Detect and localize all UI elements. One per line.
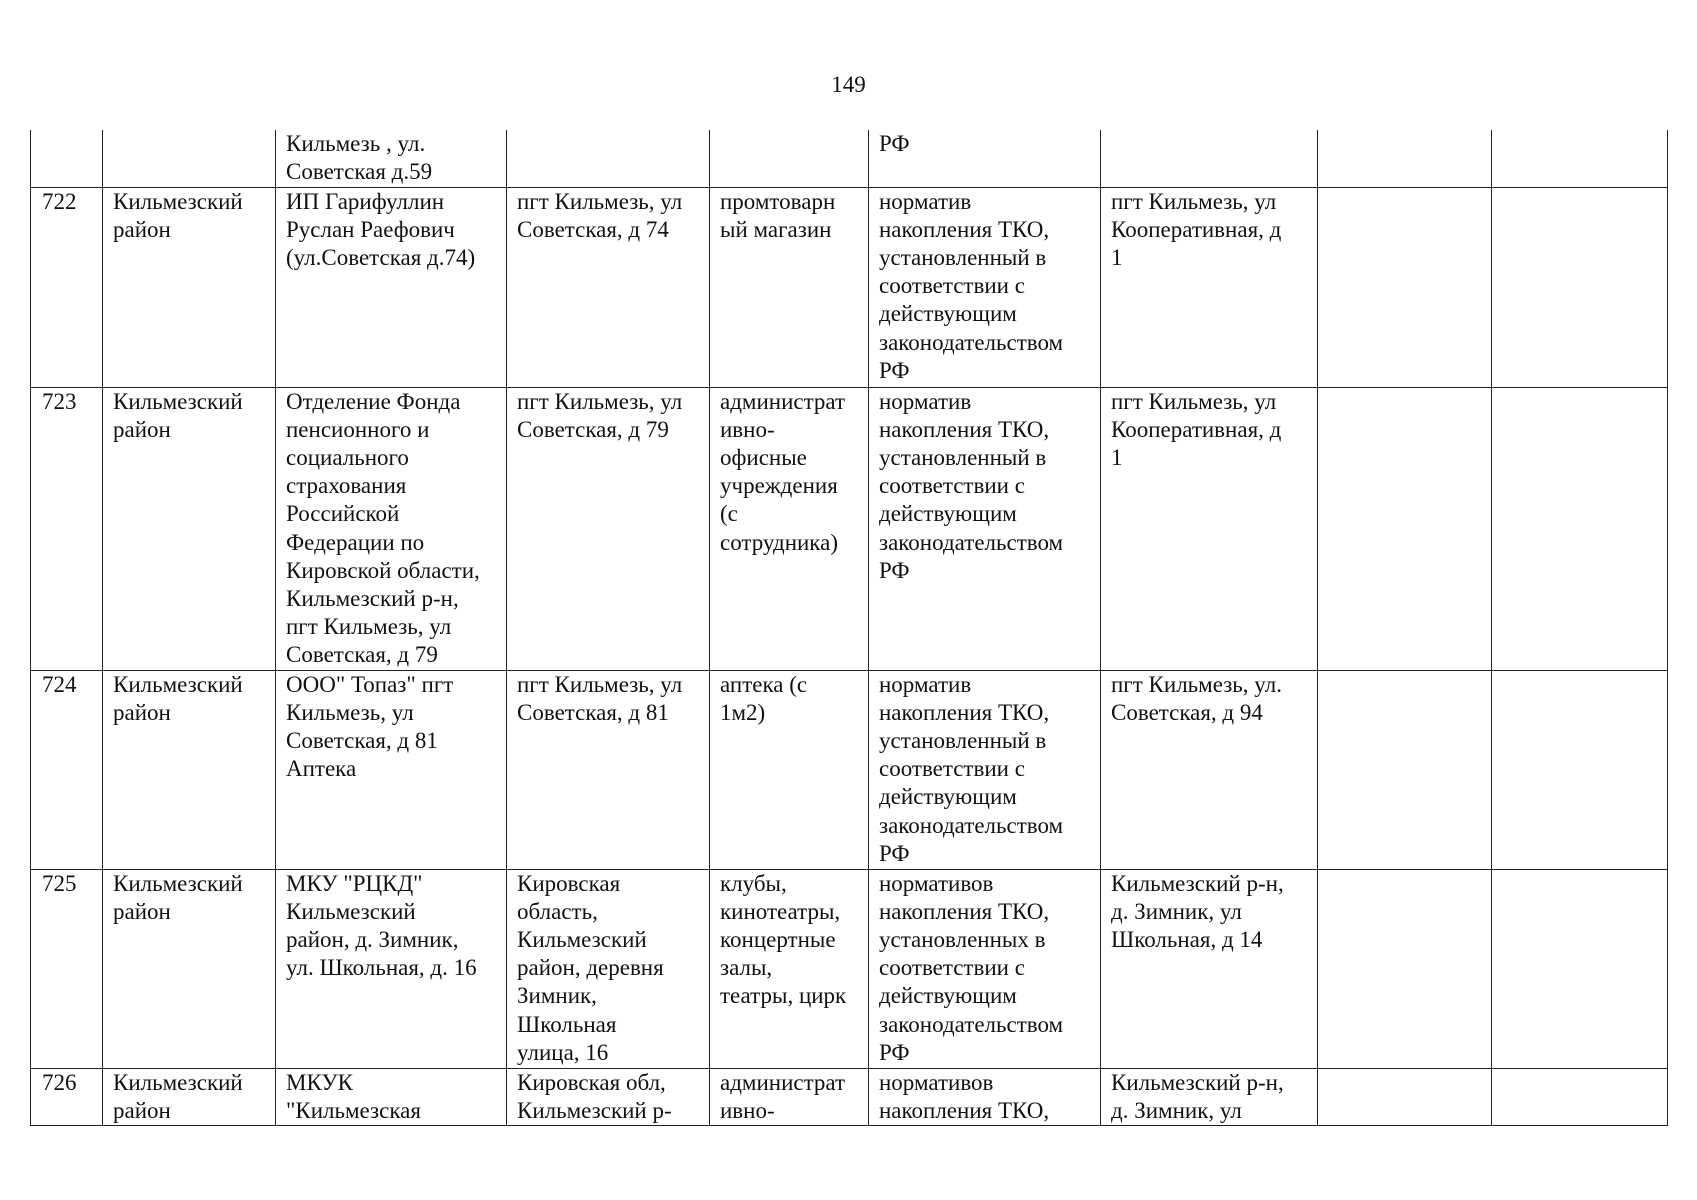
address-cell — [507, 130, 710, 187]
category-cell: администрат ивно- — [710, 1068, 869, 1125]
row-number-cell: 725 — [31, 869, 103, 1068]
organization-cell: ИП Гарифуллин Руслан Раефович (ул.Советская д.74) — [276, 187, 507, 387]
empty-cell — [1318, 869, 1492, 1068]
table-row — [31, 869, 1668, 1068]
page-number: 149 — [831, 72, 866, 97]
organization-cell: ООО" Топаз" пгт Кильмезь, ул Советская, д 81 Аптека — [276, 670, 507, 869]
organization-cell: Отделение Фонда пенсионного и социального страхования Российской Федерации по Кировской области, Кильмезский р-н, пгт Кильмезь, ул Советская, д 79 — [276, 387, 507, 670]
address-cell: пгт Кильмезь, ул Советская, д 81 — [507, 670, 710, 869]
district-cell: Кильмезский район — [103, 1068, 276, 1125]
norm-cell: норматив накопления ТКО, установленный в соответствии с действующим законодательством РФ — [869, 187, 1101, 387]
address-cell: пгт Кильмезь, ул Советская, д 74 — [507, 187, 710, 387]
empty-cell — [1492, 387, 1668, 670]
district-cell: Кильмезский район — [103, 387, 276, 670]
waste-registry-table — [30, 130, 1668, 1126]
empty-cell — [1492, 187, 1668, 387]
address-cell: Кировская область, Кильмезский район, деревня Зимник, Школьная улица, 16 — [507, 869, 710, 1068]
table-row — [31, 187, 1668, 387]
site-cell: пгт Кильмезь, ул Кооперативная, д 1 — [1101, 187, 1318, 387]
empty-cell — [1492, 1068, 1668, 1125]
norm-cell: нормативов накопления ТКО, — [869, 1068, 1101, 1125]
organization-cell: Кильмезь , ул. Советская д.59 — [276, 130, 507, 187]
empty-cell — [1318, 387, 1492, 670]
empty-cell — [1318, 187, 1492, 387]
address-cell: пгт Кильмезь, ул Советская, д 79 — [507, 387, 710, 670]
empty-cell — [1318, 670, 1492, 869]
category-cell: аптека (с 1м2) — [710, 670, 869, 869]
site-cell — [1101, 130, 1318, 187]
table-row — [31, 130, 1668, 187]
table-row — [31, 1068, 1668, 1125]
empty-cell — [1492, 670, 1668, 869]
norm-cell: РФ — [869, 130, 1101, 187]
empty-cell — [1318, 1068, 1492, 1125]
category-cell: клубы, кинотеатры, концертные залы, театры, цирк — [710, 869, 869, 1068]
row-number-cell: 722 — [31, 187, 103, 387]
district-cell: Кильмезский район — [103, 869, 276, 1068]
empty-cell — [1492, 130, 1668, 187]
site-cell: пгт Кильмезь, ул Кооперативная, д 1 — [1101, 387, 1318, 670]
empty-cell — [1492, 869, 1668, 1068]
district-cell: Кильмезский район — [103, 670, 276, 869]
row-number-cell: 726 — [31, 1068, 103, 1125]
address-cell: Кировская обл, Кильмезский р- — [507, 1068, 710, 1125]
category-cell — [710, 130, 869, 187]
organization-cell: МКУ "РЦКД" Кильмезский район, д. Зимник, ул. Школьная, д. 16 — [276, 869, 507, 1068]
category-cell: промтоварн ый магазин — [710, 187, 869, 387]
site-cell: Кильмезский р-н, д. Зимник, ул — [1101, 1068, 1318, 1125]
row-number-cell: 723 — [31, 387, 103, 670]
norm-cell: норматив накопления ТКО, установленный в соответствии с действующим законодательством РФ — [869, 387, 1101, 670]
table-row — [31, 670, 1668, 869]
district-cell: Кильмезский район — [103, 187, 276, 387]
site-cell: пгт Кильмезь, ул. Советская, д 94 — [1101, 670, 1318, 869]
site-cell: Кильмезский р-н, д. Зимник, ул Школьная, д 14 — [1101, 869, 1318, 1068]
organization-cell: МКУК "Кильмезская — [276, 1068, 507, 1125]
norm-cell: норматив накопления ТКО, установленный в соответствии с действующим законодательством РФ — [869, 670, 1101, 869]
empty-cell — [1318, 130, 1492, 187]
table-row — [31, 387, 1668, 670]
norm-cell: нормативов накопления ТКО, установленных в соответствии с действующим законодательством РФ — [869, 869, 1101, 1068]
row-number-cell: 724 — [31, 670, 103, 869]
row-number-cell — [31, 130, 103, 187]
district-cell — [103, 130, 276, 187]
category-cell: администрат ивно- офисные учреждения (с сотрудника) — [710, 387, 869, 670]
